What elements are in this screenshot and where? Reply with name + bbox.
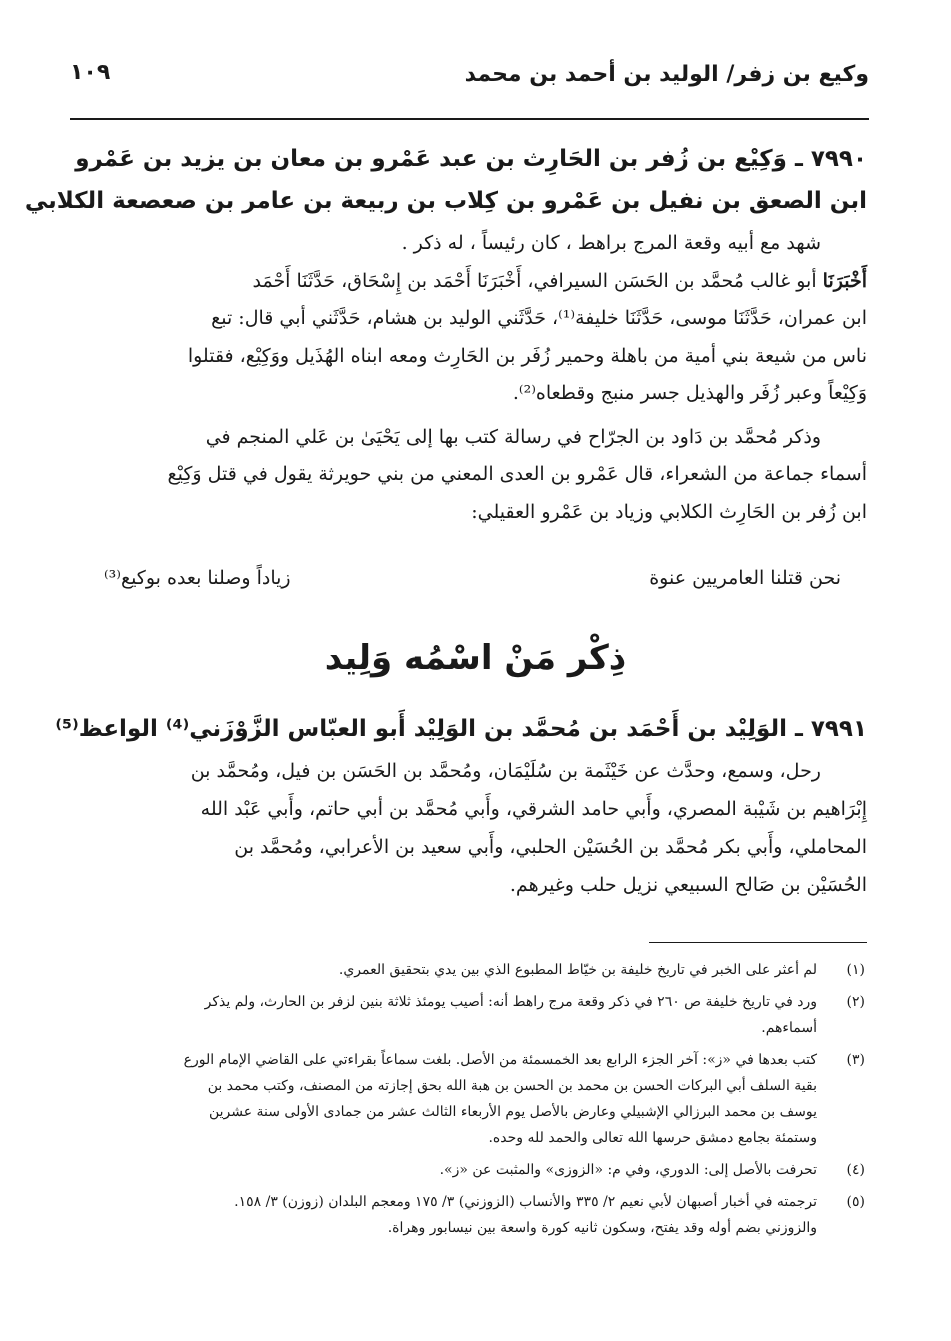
paragraph-line: ابن زُفر بن الحَارِث الكلابي وزياد بن عَمْرو العقيلي: (471, 500, 867, 523)
footnote-text (82, 1047, 817, 1151)
footnote-number: (٣) (846, 1052, 865, 1068)
verse-second-hemistich: زياداً وصلنا بعده بوكيع⁽³⁾ (104, 567, 291, 589)
entry-7991-heading (55, 708, 867, 750)
footnote-line: كتب بعدها في «ز»: آخر الجزء الرابع بعد الخمسمئة من الأصل. بلغت سماعاً بقراءتي على القاضي الإمام الورع (183, 1052, 817, 1068)
footnote-text (82, 1189, 817, 1241)
narration-keyword: أَخْبَرَنَا (822, 269, 867, 292)
footnote-line: لم أعثر على الخبر في تاريخ خليفة بن خيّاط المطبوع الذي بين يدي بتحقيق العمري. (338, 962, 817, 978)
entry-7991-body (78, 752, 867, 904)
footnote-line: وستمئة بجامع دمشق حرسها الله تعالى والحمد لله وحده. (488, 1130, 817, 1146)
header-rule (70, 118, 869, 120)
footnotes (82, 957, 865, 1247)
running-title: وكيع بن زفر/ الوليد بن أحمد بن محمد (464, 62, 869, 87)
poetry-verse (104, 567, 841, 603)
heading-line: ابن الصعق بن نفيل بن عَمْرو بن كِلاب بن ربيعة بن عامر بن صعصعة الكلابي (24, 188, 867, 214)
footnote-line: تحرفت بالأصل إلى: الدوري، وفي م: «الزوزى» والمثبت عن «ز». (439, 1162, 817, 1178)
footnote-number: (٤) (846, 1162, 865, 1178)
paragraph-line (78, 263, 867, 301)
footnote-number: (٢) (846, 994, 865, 1010)
footnote-number: (٥) (846, 1194, 865, 1210)
footnote-text (82, 989, 817, 1041)
paragraph-line: المحاملي، وأَبي بكر مُحمَّد بن الحُسَيْن الحلبي، وأَبي سعيد بن الأعرابي، ومُحمَّد بن (234, 836, 867, 858)
section-title: ذِكْر مَنْ اسْمُه وَلِيد (324, 638, 627, 678)
footnote-text (82, 1157, 817, 1183)
footnote-separator (649, 942, 867, 943)
paragraph-line: رحل، وسمع، وحدَّث عن خَيْثَمة بن سُلَيْمَان، ومُحمَّد بن الحَسَن بن فيل، ومُحمَّد بن (190, 760, 821, 782)
paragraph (78, 419, 867, 532)
entry-7990-heading (24, 138, 867, 222)
paragraph-line: وذكر مُحمَّد بن دَاود بن الجرّاح في رسالة كتب بها إلى يَحْيَىٰ بن عَلي المنجم في (205, 425, 821, 448)
paragraph-line: شهد مع أبيه وقعة المرج براهط ، كان رئيساً ، له ذكر . (401, 232, 821, 254)
paragraph-line: أسماء جماعة من الشعراء، قال عَمْرو بن العدى المعني من بني حويرثة يقول في قتل وَكِيْع (167, 463, 867, 485)
paragraph-line: ناس من شيعة بني أمية من باهلة وحمير زُفَر بن الحَارِث ومعه ابناه الهُذَيل ووَكِيْع، فقتلوا (187, 344, 867, 367)
paragraph-line-text: أبو غالب مُحمَّد بن الحَسَن السيرافي، أَخْبَرَنَا أَحْمَد بن إِسْحَاق، حَدَّثَنَا أَحْمَد (252, 269, 823, 292)
footnote-line: يوسف بن محمد البرزالي الإشبيلي وعارض بالأصل يوم الأربعاء الثالث عشر من جمادى الأولى سنة عشرين (208, 1104, 817, 1120)
paragraph-line: إِبْرَاهيم بن شَيْبة المصري، وأَبي حامد الشرقي، وأَبي مُحمَّد بن أبي حاتم، وأَبي عَبْد الله (200, 798, 867, 820)
paragraph (78, 752, 867, 904)
footnote-line: والزوزني بضم أوله وقد يفتح، وسكون ثانيه كورة واسعة بين نيسابور وهراة. (387, 1220, 817, 1236)
footnote-3 (82, 1047, 865, 1151)
footnote-line: أسماءهم. (761, 1020, 817, 1036)
footnote-text (82, 957, 817, 983)
footnote-2 (82, 989, 865, 1041)
footnote-5 (82, 1189, 865, 1241)
paragraph-line: ابن عمران، حَدَّثَنَا موسى، حَدَّثَنَا خليفة⁽¹⁾، حَدَّثَني الوليد بن هشام، حَدَّثَني أبي قال: تبع (211, 307, 867, 329)
page-number: ١٠٩ (70, 60, 111, 85)
footnote-line: ورد في تاريخ خليفة ص ٢٦٠ في ذكر وقعة مرج راهط أنه: أصيب يومئذ ثلاثة بنين لزفر بن الحارث، ولم يذكر (204, 994, 817, 1010)
footnote-line: بقية السلف أبي البركات الحسن بن محمد بن الحسن بن هبة الله بحق إجازته من المصنف، وكتب محمد بن (207, 1078, 817, 1094)
paragraph-line: وَكِيْعاً وعبر زُفَر والهذيل جسر منبج وقطعاه⁽²⁾. (512, 382, 867, 404)
running-header (70, 58, 869, 102)
entry-7990-body (78, 225, 867, 531)
footnote-line: ترجمته في أخبار أصبهان لأبي نعيم ٢/ ٣٣٥ والأنساب (الزوزني) ٣/ ١٧٥ ومعجم البلدان (زوزن) ٣/ ١٥٨. (234, 1194, 817, 1210)
footnote-1 (82, 957, 865, 983)
heading-line: ٧٩٩٠ ـ وَكِيْع بن زُفر بن الحَارِث بن عبد عَمْرو بن معان بن يزيد بن عَمْرو (75, 146, 867, 172)
paragraph (78, 225, 867, 263)
footnote-4 (82, 1157, 865, 1183)
paragraph-line: الحُسَيْن بن صَالح السبيعي نزيل حلب وغيرهم. (509, 874, 867, 896)
heading-line: ٧٩٩١ ـ الوَلِيْد بن أَحْمَد بن مُحمَّد بن الوَلِيْد أَبو العبّاس الزَّوْزَني⁽⁴⁾ الواعظ⁽⁵⁾ (55, 716, 867, 742)
paragraph (78, 263, 867, 413)
verse-first-hemistich: نحن قتلنا العامريين عنوة (649, 567, 841, 589)
footnote-number: (١) (846, 962, 865, 978)
